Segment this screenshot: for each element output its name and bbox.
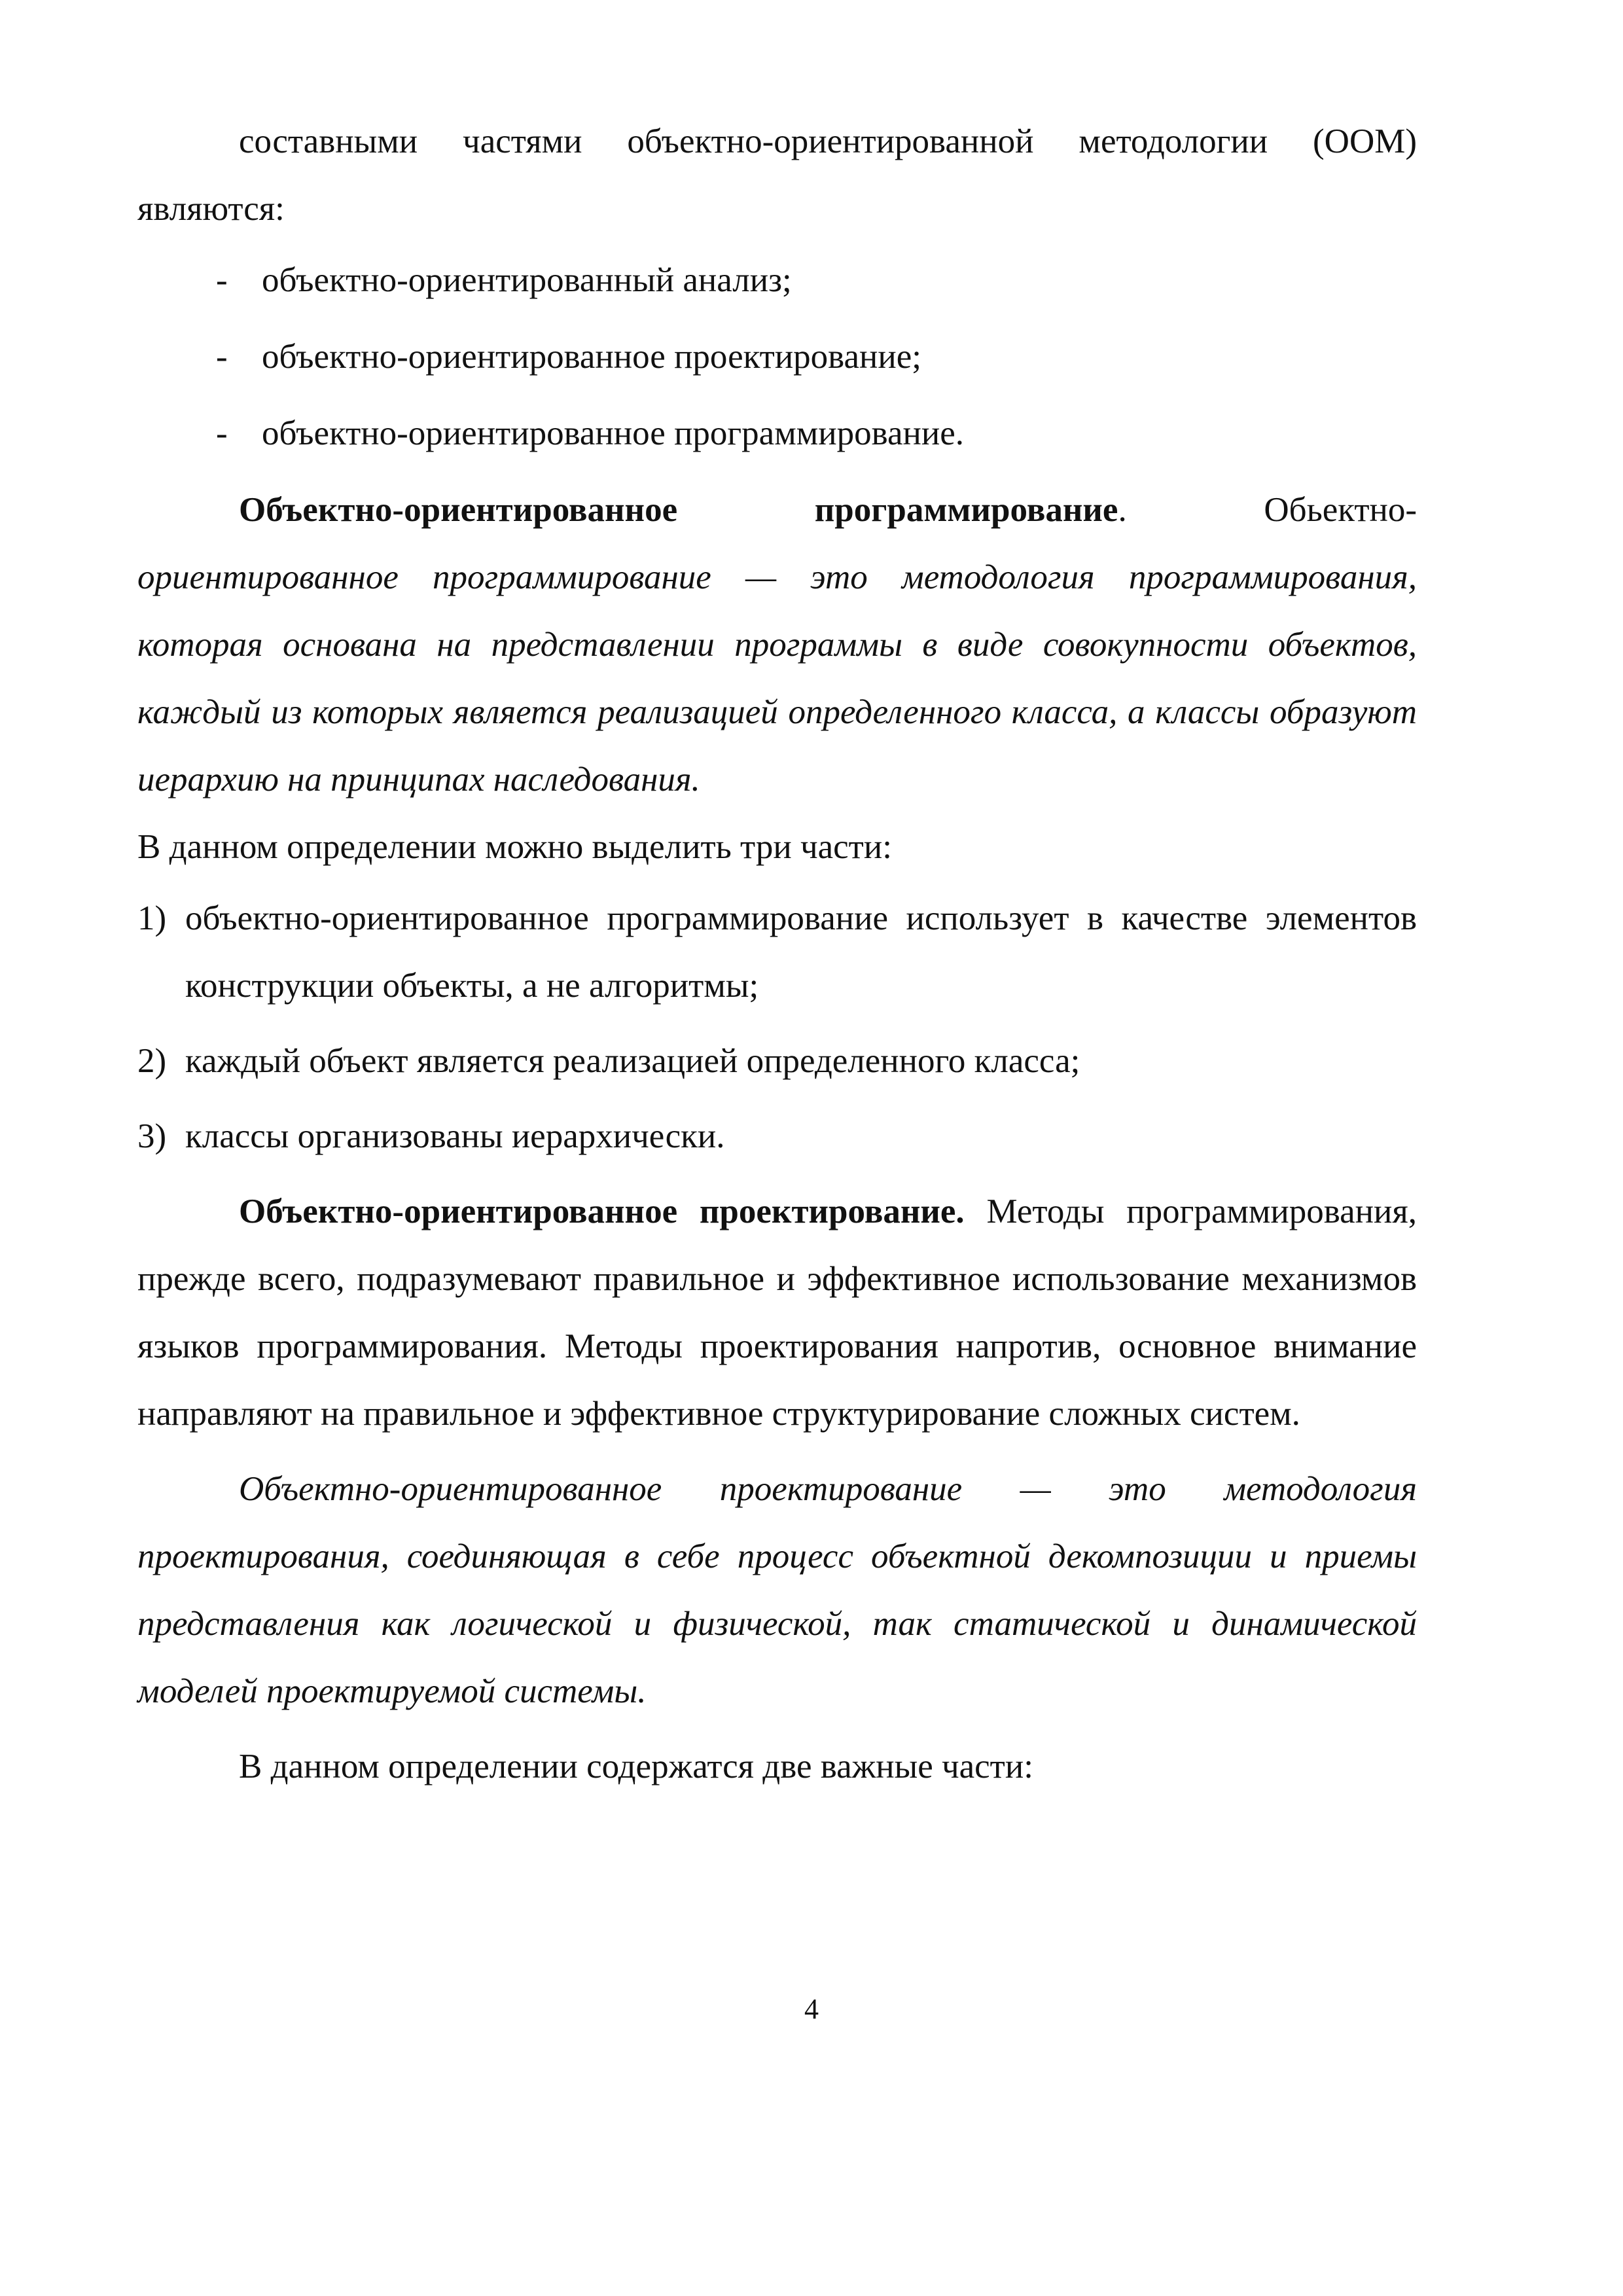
bullet-text: объектно-ориентированное программирование. bbox=[262, 414, 964, 452]
number-marker: 1) bbox=[137, 899, 167, 937]
oop-heading: Объектно-ориентированное программирование bbox=[239, 491, 1118, 529]
list-item bbox=[137, 400, 1417, 467]
oop-heading-dot: . bbox=[1118, 491, 1127, 529]
bullet-text: объектно-ориентированный анализ; bbox=[262, 261, 792, 299]
numbered-text: классы организованы иерархически. bbox=[185, 1117, 725, 1155]
numbered-text: объектно-ориентированное программирование использует в качестве элементов конструкции объекты, а не алгоритмы; bbox=[185, 899, 1417, 1005]
closing-paragraph: В данном определении содержатся две важные части: bbox=[239, 1748, 1033, 1785]
bullet-marker: - bbox=[216, 261, 228, 299]
intro-paragraph: составными частями объектно-ориентированной методологии (ООМ) являются: bbox=[137, 122, 1417, 228]
ood-paragraph bbox=[137, 1178, 1417, 1448]
oop-lead: Обьектно- bbox=[1126, 491, 1417, 529]
number-marker: 3) bbox=[137, 1117, 167, 1155]
bullet-marker: - bbox=[216, 338, 228, 376]
list-item bbox=[137, 247, 1417, 314]
page-number: 4 bbox=[804, 1993, 819, 2025]
oop-paragraph bbox=[137, 476, 1417, 814]
list-item bbox=[137, 323, 1417, 391]
list-item bbox=[137, 1028, 1417, 1095]
numbered-list bbox=[137, 885, 1417, 1170]
ood-body: Методы программирования, прежде всего, подразумевают правильное и эффективное использование механизмов языков программирования. Методы проектирования напротив, основное внимание направляют на правильное и эффективное структурирование сложных систем. bbox=[137, 1193, 1418, 1433]
oop-definition: ориентированное программирование — это методология программирования, которая основана на представлении программы в виде совокупности объектов, каждый из которых является реализацией определенного класса, а классы образуют иерархию на принципах наследования. bbox=[137, 558, 1417, 798]
bullet-text: объектно-ориентированное проектирование; bbox=[262, 338, 922, 376]
oop-parts-intro: В данном определении можно выделить три части: bbox=[137, 828, 892, 866]
list-item bbox=[137, 1103, 1417, 1170]
numbered-text: каждый объект является реализацией определенного класса; bbox=[185, 1042, 1080, 1080]
bullet-marker: - bbox=[216, 414, 228, 452]
bullet-list bbox=[137, 247, 1417, 467]
number-marker: 2) bbox=[137, 1042, 167, 1080]
ood-heading: Объектно-ориентированное проектирование. bbox=[239, 1193, 965, 1230]
ood-definition-paragraph: Объектно-ориентированное проектирование — это методология проектирования, соединяющая в себе процесс объектной декомпозиции и приемы представления как логической и физической, так статической и динамической моделей проектируемой системы. bbox=[137, 1470, 1417, 1710]
list-item bbox=[137, 885, 1417, 1020]
